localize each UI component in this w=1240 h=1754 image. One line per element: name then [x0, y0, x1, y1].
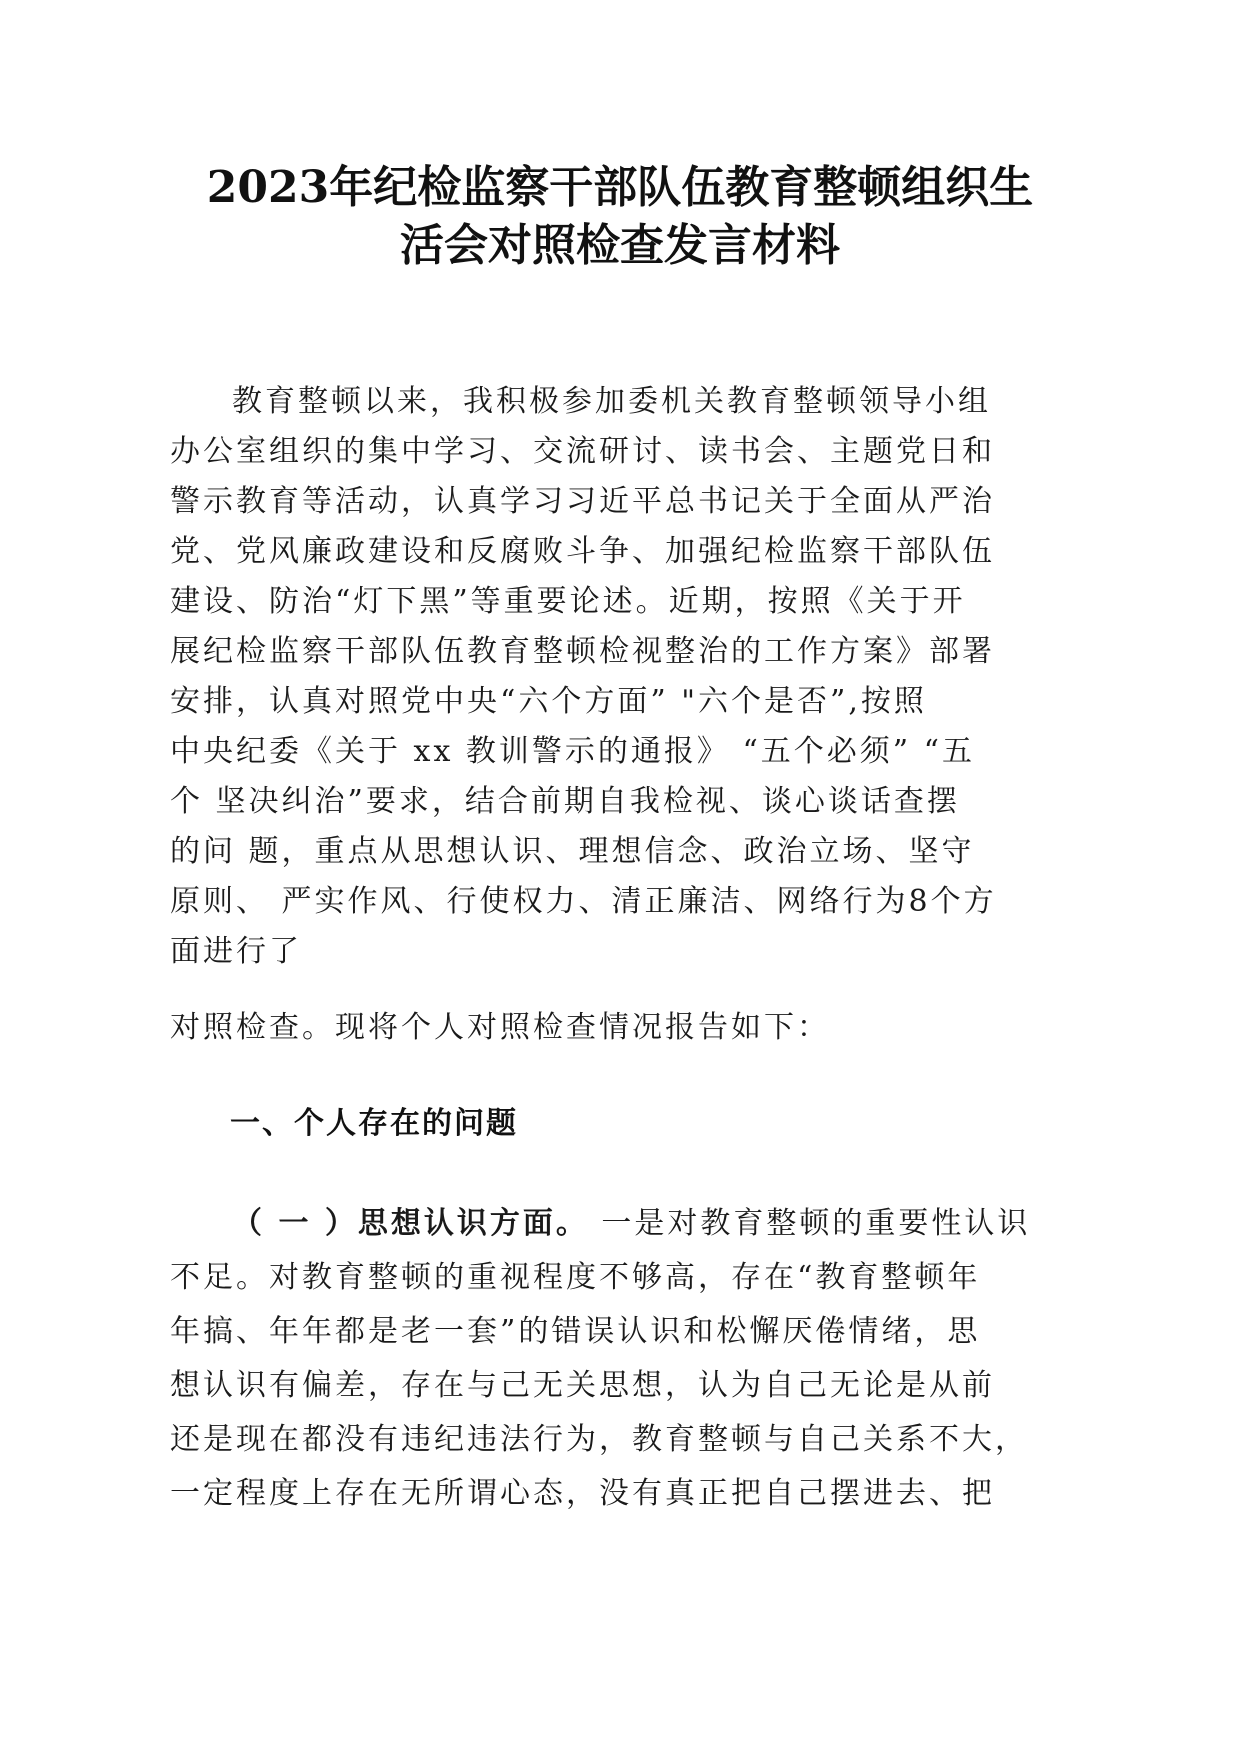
subsection-1-line-5: 还是现在都没有违纪违法行为，教育整顿与自己关系不大，	[170, 1422, 1028, 1457]
intro-line-6: 展纪检监察干部队伍教育整顿检视整治的工作方案》部署	[170, 634, 995, 669]
subsection-1-first-line	[232, 1204, 1030, 1244]
intro-line-12: 面进行了	[170, 934, 302, 969]
subsection-1-line-3: 年搞、年年都是老一套”的错误认识和松懈厌倦情绪，思	[170, 1314, 981, 1349]
subsection-1-line-6: 一定程度上存在无所谓心态，没有真正把自己摆进去、把	[170, 1476, 995, 1511]
subsection-1-first-text: 一是对教育整顿的重要性认识	[588, 1206, 1031, 1241]
intro-line-5: 建设、防治“灯下黑”等重要论述。近期，按照《关于开	[170, 584, 966, 619]
intro-line-7: 安排，认真对照党中央“六个方面” "六个是否”,按照	[170, 684, 927, 719]
subsection-1-label: （ 一 ）思想认识方面。	[232, 1206, 589, 1241]
document-title-line-2: 活会对照检查发言材料	[400, 220, 840, 271]
intro-line-2: 办公室组织的集中学习、交流研讨、读书会、主题党日和	[170, 434, 995, 469]
intro-line-8: 中央纪委《关于 xx 教训警示的通报》 “五个必须” “五	[170, 734, 975, 769]
intro-line-3: 警示教育等活动，认真学习习近平总书记关于全面从严治	[170, 484, 995, 519]
subsection-1-line-2: 不足。对教育整顿的重视程度不够高，存在“教育整顿年	[170, 1260, 981, 1295]
intro-line-1: 教育整顿以来，我积极参加委机关教育整顿领导小组	[232, 384, 991, 419]
intro-line-9: 个 坚决纠治”要求，结合前期自我检视、谈心谈话查摆	[170, 784, 960, 819]
subsection-1-line-4: 想认识有偏差，存在与己无关思想，认为自己无论是从前	[170, 1368, 995, 1403]
intro-tail-line: 对照检查。现将个人对照检查情况报告如下：	[170, 1010, 830, 1045]
intro-line-10: 的问 题，重点从思想认识、理想信念、政治立场、坚守	[170, 834, 975, 869]
intro-line-4: 党、党风廉政建设和反腐败斗争、加强纪检监察干部队伍	[170, 534, 995, 569]
intro-line-11: 原则、 严实作风、行使权力、清正廉洁、网络行为8个方	[170, 884, 997, 919]
section-heading-problems: 一、个人存在的问题	[230, 1106, 518, 1141]
document-title-line-1: 2023年纪检监察干部队伍教育整顿组织生	[206, 162, 1034, 213]
